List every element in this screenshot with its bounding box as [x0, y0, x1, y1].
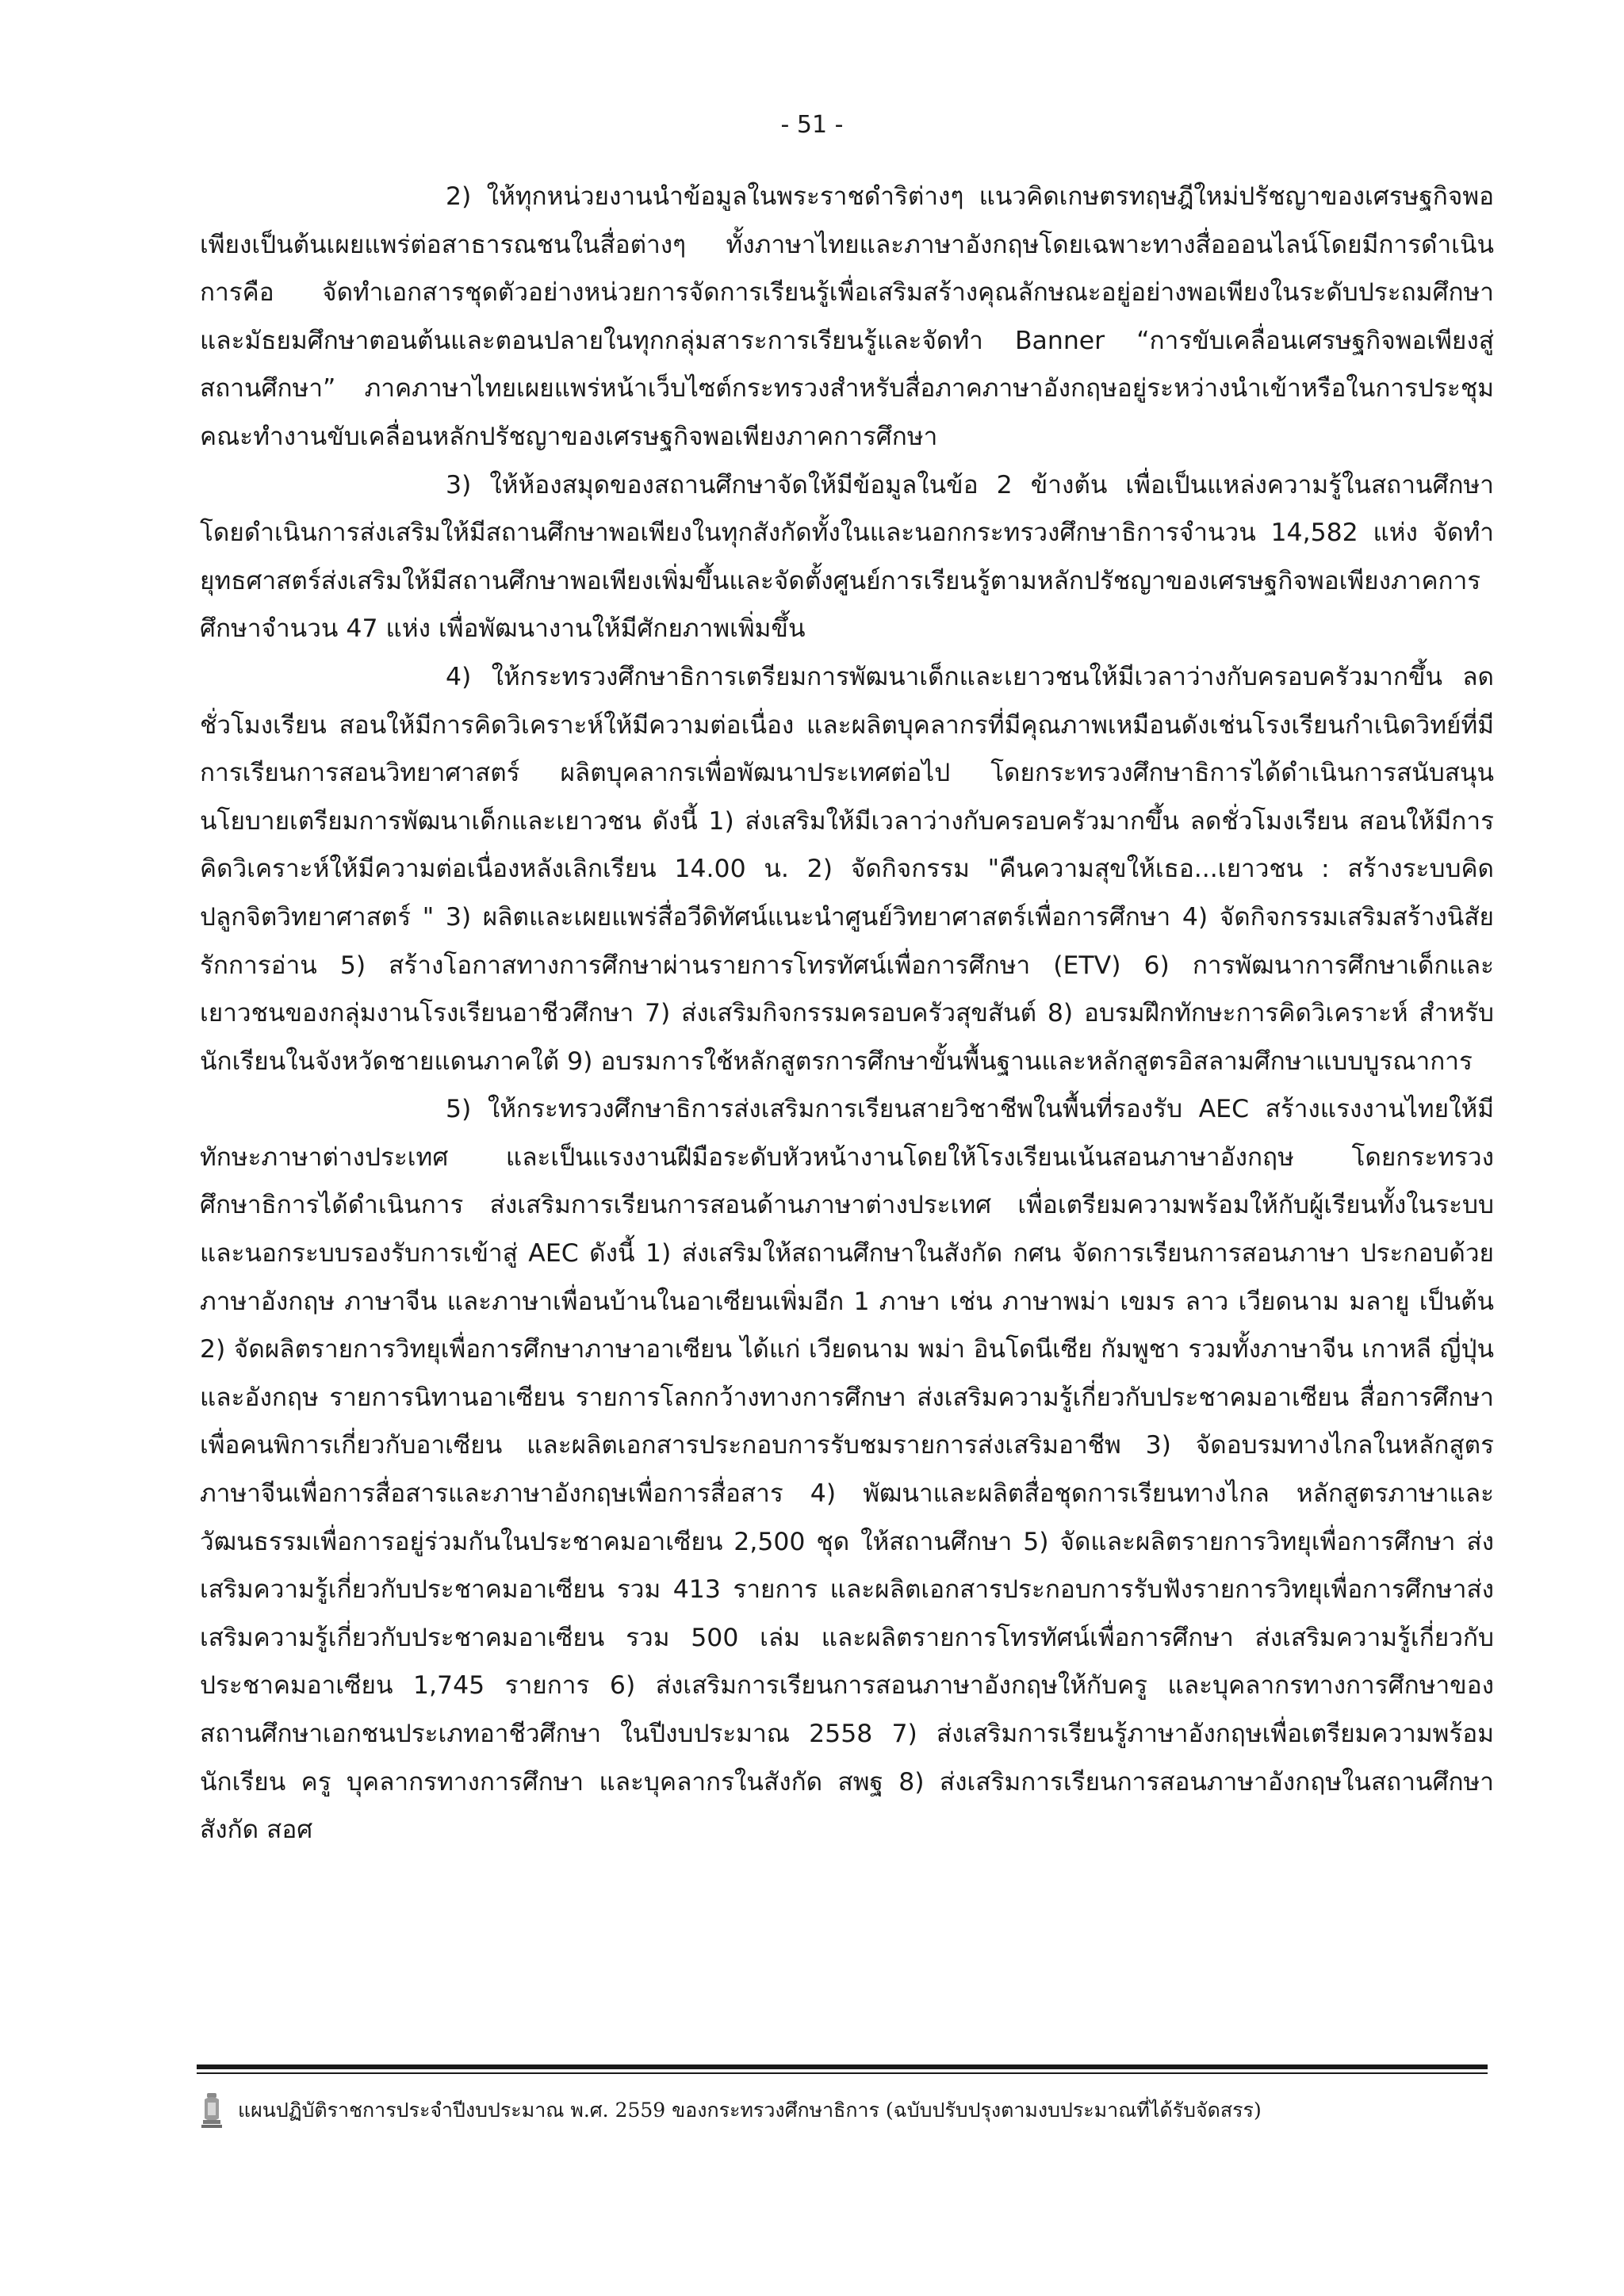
- page-footer: [200, 2090, 1494, 2131]
- paragraph-item-4: 4) ให้กระทรวงศึกษาธิการเตรียมการพัฒนาเด็กและเยาวชนให้มีเวลาว่างกับครอบครัวมากขึ้น ลดชั่วโมงเรียน สอนให้มีการคิดวิเคราะห์ให้มีความต่อเนื่อง และผลิตบุคลากรที่มีคุณภาพเหมือนดังเช่นโรงเรียนกำเนิดวิทย์ที่มีการเรียนการสอนวิทยาศาสตร์ ผลิตบุคลากรเพื่อพัฒนาประเทศต่อไป โดยกระทรวงศึกษาธิการได้ดำเนินการสนับสนุนนโยบายเตรียมการพัฒนาเด็กและเยาวชน ดังนี้ 1) ส่งเสริมให้มีเวลาว่างกับครอบครัวมากขึ้น ลดชั่วโมงเรียน สอนให้มีการคิดวิเคราะห์ให้มีความต่อเนื่องหลังเลิกเรียน 14.00 น. 2) จัดกิจกรรม "คืนความสุขให้เธอ...เยาวชน : สร้างระบบคิด ปลูกจิตวิทยาศาสตร์ " 3) ผลิตและเผยแพร่สื่อวีดิทัศน์แนะนำศูนย์วิทยาศาสตร์เพื่อการศึกษา 4) จัดกิจกรรมเสริมสร้างนิสัยรักการอ่าน 5) สร้างโอกาสทางการศึกษาผ่านรายการโทรทัศน์เพื่อการศึกษา (ETV) 6) การพัฒนาการศึกษาเด็กและเยาวชนของกลุ่มงานโรงเรียนอาชีวศึกษา 7) ส่งเสริมกิจกรรมครอบครัวสุขสันต์ 8) อบรมฝึกทักษะการคิดวิเคราะห์ สำหรับ นักเรียนในจังหวัดชายแดนภาคใต้ 9) อบรมการใช้หลักสูตรการศึกษาขั้นพื้นฐานและหลักสูตรอิสลามศึกษาแบบบูรณาการ: [200, 662, 1494, 1076]
- paragraph-item-3: 3) ให้ห้องสมุดของสถานศึกษาจัดให้มีข้อมูลในข้อ 2 ข้างต้น เพื่อเป็นแหล่งความรู้ในสถานศึกษา โดยดำเนินการส่งเสริมให้มีสถานศึกษาพอเพียงในทุกสังกัดทั้งในและนอกกระทรวงศึกษาธิการจำนวน 14,582 แห่ง จัดทำยุทธศาสตร์ส่งเสริมให้มีสถานศึกษาพอเพียงเพิ่มขึ้นและจัดตั้งศูนย์การเรียนรู้ตามหลักปรัชญาของเศรษฐกิจพอเพียงภาคการศึกษาจำนวน 47 แห่ง เพื่อพัฒนางานให้มีศักยภาพเพิ่มขึ้น: [200, 470, 1494, 644]
- footer-text: แผนปฏิบัติราชการประจำปีงบประมาณ พ.ศ. 2559 ของกระทรวงศึกษาธิการ (ฉบับปรับปรุงตามงบประมาณที่ได้รับจัดสรร): [238, 2099, 1262, 2122]
- paragraph-item-2: 2) ให้ทุกหน่วยงานนำข้อมูลในพระราชดำริต่างๆ แนวคิดเกษตรทฤษฎีใหม่ปรัชญาของเศรษฐกิจพอเพียงเป็นต้นเผยแพร่ต่อสาธารณชนในสื่อต่างๆ ทั้งภาษาไทยและภาษาอังกฤษโดยเฉพาะทางสื่อออนไลน์โดยมีการดำเนินการคือ จัดทำเอกสารชุดตัวอย่างหน่วยการจัดการเรียนรู้เพื่อเสริมสร้างคุณลักษณะอยู่อย่างพอเพียงในระดับประถมศึกษาและมัธยมศึกษาตอนต้นและตอนปลายในทุกกลุ่มสาระการเรียนรู้และจัดทำ Banner “การขับเคลื่อนเศรษฐกิจพอเพียงสู่สถานศึกษา” ภาคภาษาไทยเผยแพร่หน้าเว็บไซต์กระทรวงสำหรับสื่อภาคภาษาอังกฤษอยู่ระหว่างนำเข้าหรือในการประชุมคณะทำงานขับเคลื่อนหลักปรัชญาของเศรษฐกิจพอเพียงภาคการศึกษา: [200, 182, 1494, 451]
- page-number: - 51 -: [780, 111, 844, 139]
- footer-divider-thin: [197, 2072, 1488, 2074]
- footer-divider: [197, 2064, 1488, 2069]
- ministry-emblem-icon: [200, 2091, 224, 2130]
- body-text: [200, 173, 1494, 1854]
- paragraph-item-5: 5) ให้กระทรวงศึกษาธิการส่งเสริมการเรียนสายวิชาชีพในพื้นที่รองรับ AEC สร้างแรงงานไทยให้มีทักษะภาษาต่างประเทศ และเป็นแรงงานฝีมือระดับหัวหน้างานโดยให้โรงเรียนเน้นสอนภาษาอังกฤษ โดยกระทรวงศึกษาธิการได้ดำเนินการ ส่งเสริมการเรียนการสอนด้านภาษาต่างประเทศ เพื่อเตรียมความพร้อมให้กับผู้เรียนทั้งในระบบและนอกระบบรองรับการเข้าสู่ AEC ดังนี้ 1) ส่งเสริมให้สถานศึกษาในสังกัด กศน จัดการเรียนการสอนภาษา ประกอบด้วย ภาษาอังกฤษ ภาษาจีน และภาษาเพื่อนบ้านในอาเซียนเพิ่มอีก 1 ภาษา เช่น ภาษาพม่า เขมร ลาว เวียดนาม มลายู เป็นต้น 2) จัดผลิตรายการวิทยุเพื่อการศึกษาภาษาอาเซียน ได้แก่ เวียดนาม พม่า อินโดนีเซีย กัมพูชา รวมทั้งภาษาจีน เกาหลี ญี่ปุ่น และอังกฤษ รายการนิทานอาเซียน รายการโลกกว้างทางการศึกษา ส่งเสริมความรู้เกี่ยวกับประชาคมอาเซียน สื่อการศึกษาเพื่อคนพิการเกี่ยวกับอาเซียน และผลิตเอกสารประกอบการรับชมรายการส่งเสริมอาชีพ 3) จัดอบรมทางไกลในหลักสูตรภาษาจีนเพื่อการสื่อสารและภาษาอังกฤษเพื่อการสื่อสาร 4) พัฒนาและผลิตสื่อชุดการเรียนทางไกล หลักสูตรภาษาและวัฒนธรรมเพื่อการอยู่ร่วมกันในประชาคมอาเซียน 2,500 ชุด ให้สถานศึกษา 5) จัดและผลิตรายการวิทยุเพื่อการศึกษา ส่งเสริมความรู้เกี่ยวกับประชาคมอาเซียน รวม 413 รายการ และผลิตเอกสารประกอบการรับฟังรายการวิทยุเพื่อการศึกษาส่งเสริมความรู้เกี่ยวกับประชาคมอาเซียน รวม 500 เล่ม และผลิตรายการโทรทัศน์เพื่อการศึกษา ส่งเสริมความรู้เกี่ยวกับประชาคมอาเซียน 1,745 รายการ 6) ส่งเสริมการเรียนการสอนภาษาอังกฤษให้กับครู และบุคลากรทางการศึกษาของสถานศึกษาเอกชนประเภทอาชีวศึกษา ในปีงบประมาณ 2558 7) ส่งเสริมการเรียนรู้ภาษาอังกฤษเพื่อเตรียมความพร้อม นักเรียน ครู บุคลากรทางการศึกษา และบุคลากรในสังกัด สพฐ 8) ส่งเสริมการเรียนการสอนภาษาอังกฤษในสถานศึกษาสังกัด สอศ: [200, 1095, 1494, 1845]
